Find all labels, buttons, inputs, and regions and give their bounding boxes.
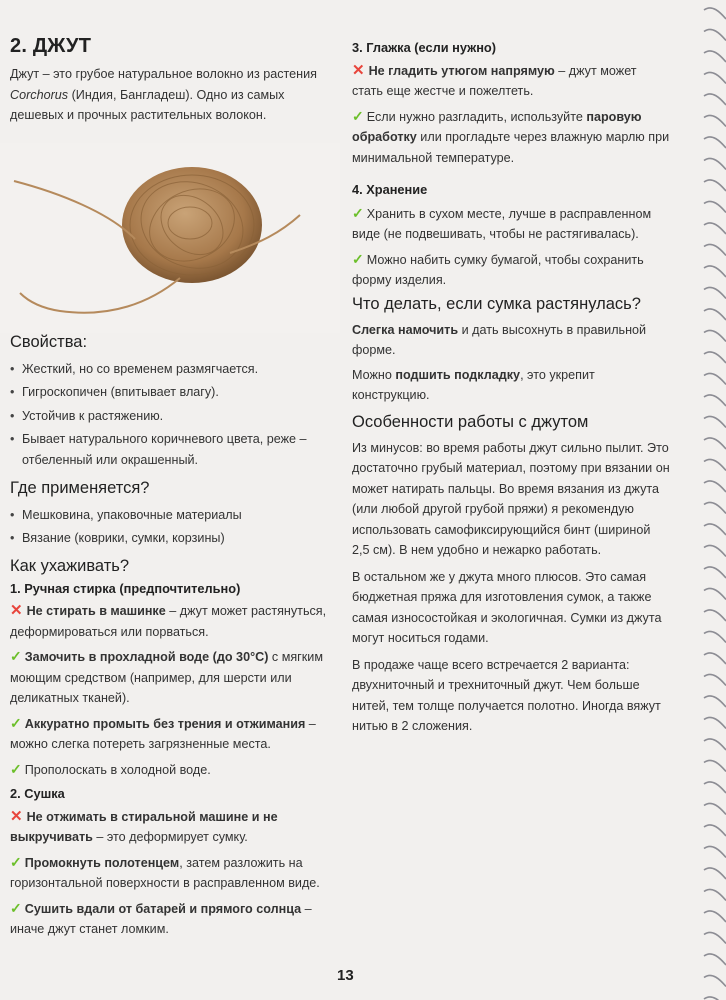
spiral-coil [704, 244, 726, 255]
stretched-text: , это укрепит конструкцию. [352, 367, 595, 402]
wash-item-text: Прополоскать в холодной воде. [24, 762, 211, 777]
wash-item-3 [10, 713, 335, 755]
spiral-coil [704, 502, 726, 513]
storage-heading: 4. Хранение [352, 182, 428, 197]
spiral-coil [704, 846, 726, 857]
check-icon: ✓ [10, 760, 22, 777]
check-icon: ✓ [10, 648, 22, 664]
wash-heading: 1. Ручная стирка (предпочтительно) [10, 580, 241, 596]
properties-heading: Свойства: [10, 333, 88, 351]
spiral-coil [704, 459, 726, 470]
dry-item-bold: Не отжимать в стиральной машине и не выкручивать [10, 809, 278, 844]
spiral-coil [704, 782, 726, 793]
wash-item-text: – можно слегка потереть загрязненные места. [10, 716, 316, 751]
list-item: • Мешковина, упаковочные материалы [10, 505, 330, 526]
care-heading: Как ухаживать? [10, 557, 130, 575]
features-heading: Особенности работы с джутом [352, 413, 589, 431]
spiral-coil [704, 911, 726, 922]
cross-icon: ✕ [10, 602, 23, 619]
jute-ball-photo [0, 143, 340, 333]
spiral-coil [704, 760, 726, 771]
stretched-bold: Слегка намочить [352, 322, 459, 337]
intro-text [10, 64, 340, 126]
spiral-coil [704, 717, 726, 728]
features-p3: В продаже чаще всего встречается 2 варианта: двухниточный и трехниточный джут. Чем больше нитей, тем толще получается полотно. Иногда вяжут нитью в 2 сложения. [352, 657, 661, 733]
spiral-coil [704, 868, 726, 879]
check-icon: ✓ [352, 107, 364, 124]
spiral-coil [704, 674, 726, 685]
spiral-coil [704, 395, 726, 406]
spiral-coil [704, 975, 726, 986]
spiral-coil [704, 524, 726, 535]
storage-item-2 [352, 249, 670, 291]
spiral-coil [704, 739, 726, 750]
dry-item-text: – это деформирует сумку. [92, 830, 248, 844]
wash-item-bold: Не стирать в машинке [26, 604, 166, 618]
spiral-coil [704, 610, 726, 621]
storage-item-text: Можно набить сумку бумагой, чтобы сохранить форму изделия. [352, 252, 644, 287]
spiral-binding [700, 0, 726, 1000]
iron-item-bold: паровую обработку [352, 109, 642, 144]
list-item: • Жесткий, но со временем размягчается. [10, 359, 330, 380]
spiral-coil [704, 115, 726, 126]
wash-item-1 [10, 601, 335, 642]
dry-item-text: , затем разложить на горизонтальной поверхности в расправленном виде. [10, 855, 320, 890]
spiral-coil [704, 545, 726, 556]
page-number: 13 [337, 967, 354, 984]
spiral-coil [704, 29, 726, 40]
dry-item-text: – иначе джут станет ломким. [10, 901, 312, 936]
spiral-coil [704, 158, 726, 169]
features-p1: Из минусов: во время работы джут сильно пылит. Это достаточно грубый материал, поэтому при вязании он может натирать пальцы. Во время вязания из джута (или любой другой грубой пряжи) я рекомендую использовать самофиксирующийся бинт (шириной 2,5 см). В нем удобно и нежарко работать. [352, 440, 670, 557]
check-icon: ✓ [10, 714, 22, 731]
list-item: • Устойчив к растяжению. [10, 406, 330, 427]
intro-part: Джут – это грубое натуральное волокно из растения [10, 67, 317, 81]
check-icon: ✓ [10, 899, 22, 916]
check-icon: ✓ [10, 853, 22, 870]
dry-item-3 [10, 898, 335, 940]
iron-item-bold: Не гладить утюгом напрямую [368, 63, 555, 78]
iron-item-1 [352, 61, 670, 102]
spiral-coil [704, 266, 726, 277]
spiral-coil [704, 352, 726, 363]
spiral-coil [704, 309, 726, 320]
stretched-text: Можно [352, 367, 396, 382]
list-item: • Вязание (коврики, сумки, корзины) [10, 528, 330, 549]
spiral-coil [704, 223, 726, 234]
spiral-coil [704, 373, 726, 384]
iron-item-text: – джут может стать еще жестче и пожелтеть. [352, 63, 637, 98]
list-item: • Гигроскопичен (впитывает влагу). [10, 382, 330, 403]
check-icon: ✓ [352, 204, 364, 221]
dry-item-1 [10, 807, 335, 848]
spiral-coil [704, 201, 726, 212]
spiral-coil [704, 137, 726, 148]
iron-heading: 3. Глажка (если нужно) [352, 40, 497, 55]
spiral-coil [704, 803, 726, 814]
page-title: 2. ДЖУТ [10, 35, 92, 57]
spiral-coil [704, 287, 726, 298]
spiral-coil [704, 889, 726, 900]
spiral-coil [704, 825, 726, 836]
intro-part: (Индия, Бангладеш). Одно из самых дешевых и прочных растительных волокон. [10, 87, 285, 122]
wash-item-bold: Замочить в прохладной воде (до 30°С) [24, 650, 269, 664]
list-item: • Бывает натурального коричневого цвета, реже – отбеленный или окрашенный. [10, 429, 330, 470]
stretched-p2 [352, 365, 670, 406]
storage-item-text: Хранить в сухом месте, лучше в расправленном виде (не подвешивать, чтобы не растягивалась). [352, 206, 652, 241]
spiral-coil [704, 180, 726, 191]
usage-heading: Где применяется? [10, 479, 150, 497]
dry-item-bold: Промокнуть полотенцем [24, 855, 180, 870]
spiral-coil [704, 588, 726, 599]
wash-item-text: с мягким моющим средством (например, для шерсти или деликатных тканей). [10, 650, 323, 705]
spiral-coil [704, 8, 726, 19]
iron-item-text: или прогладьте через влажную марлю при минимальной температуре. [352, 130, 670, 165]
stretched-bold: подшить подкладку [395, 367, 521, 382]
dry-item-bold: Сушить вдали от батарей и прямого солнца [24, 901, 302, 916]
iron-item-2 [352, 106, 670, 169]
spiral-coil [704, 416, 726, 427]
spiral-coil [704, 94, 726, 105]
wash-item-2 [10, 646, 335, 709]
iron-item-text: Если нужно разгладить, используйте [366, 109, 587, 124]
dry-item-2 [10, 852, 335, 894]
stretched-text: и дать высохнуть в правильной форме. [352, 322, 647, 357]
spiral-coil [704, 481, 726, 492]
spiral-coil [704, 631, 726, 642]
dry-heading: 2. Сушка [10, 786, 65, 801]
spiral-coil [704, 438, 726, 449]
spiral-coil [704, 653, 726, 664]
stretched-heading: Что делать, если сумка растянулась? [352, 295, 641, 313]
check-icon: ✓ [352, 250, 364, 267]
stretched-p1 [352, 320, 670, 361]
spiral-coil [704, 932, 726, 943]
spiral-coil [704, 696, 726, 707]
usage-list [10, 505, 330, 549]
intro-latin: Corchorus [10, 87, 69, 102]
wash-item-bold: Аккуратно промыть без трения и отжимания [24, 716, 306, 731]
spiral-coil [704, 51, 726, 62]
spiral-coil [704, 330, 726, 341]
cross-icon: ✕ [10, 807, 23, 825]
wash-item-text: – джут может растянуться, деформироваться или порваться. [10, 604, 327, 639]
storage-item-1 [352, 203, 670, 245]
spiral-coil [704, 954, 726, 965]
spiral-coil [704, 72, 726, 83]
wash-item-4 [10, 759, 335, 781]
properties-list [10, 359, 330, 471]
features-p2: В остальном же у джута много плюсов. Это самая бюджетная пряжа для изготовления сумок, а также самая износостойкая и экологичная. Сумки из джута могут носиться годами. [352, 569, 662, 645]
spiral-coil [704, 567, 726, 578]
cross-icon: ✕ [352, 61, 365, 79]
